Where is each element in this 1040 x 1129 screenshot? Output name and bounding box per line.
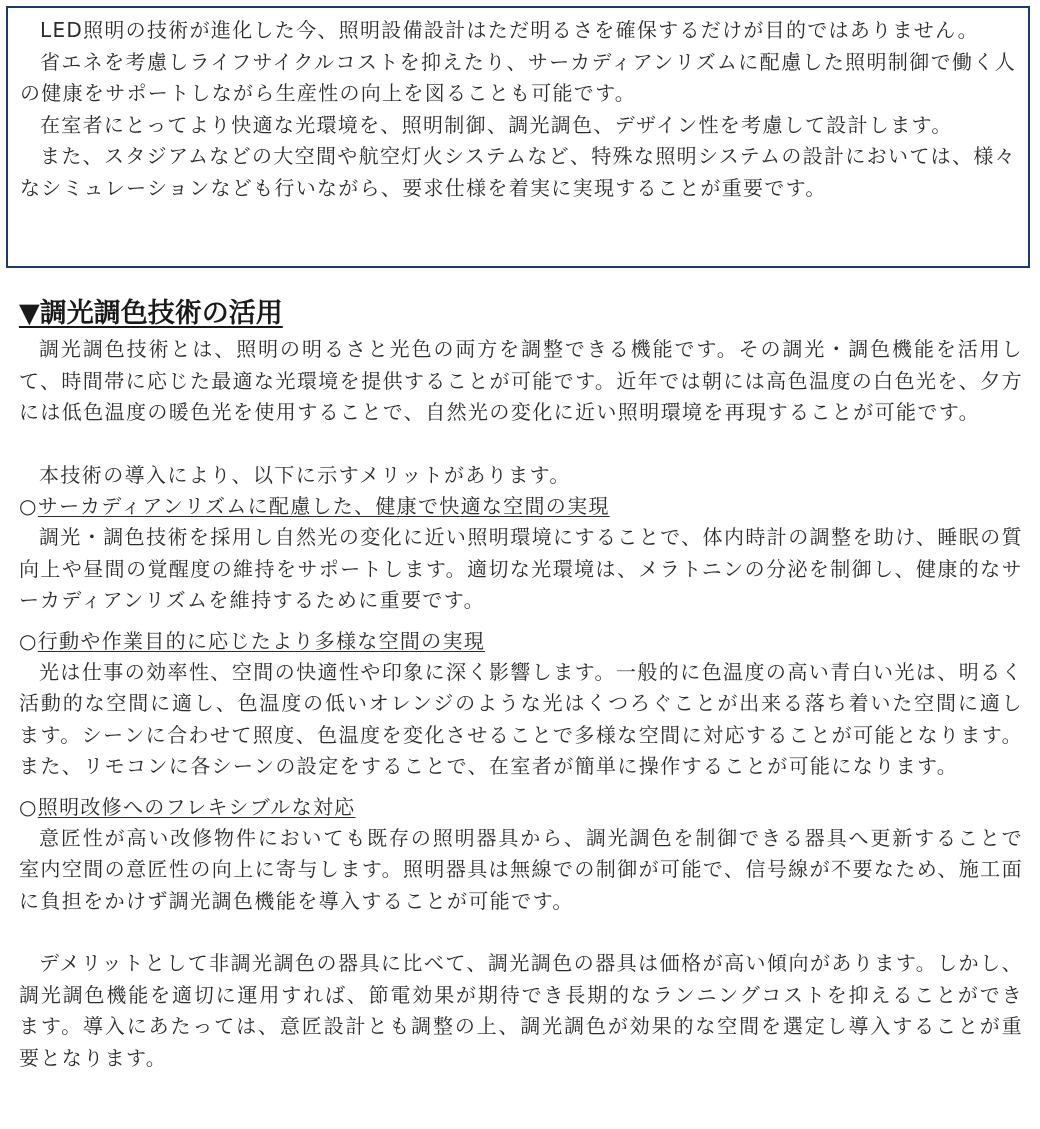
merit-body: 意匠性が高い改修物件においても既存の照明器具から、調光調色を制御できる器具へ更新することで室内空間の意匠性の向上に寄与します。照明器具は無線での制御が可能で、信号線が不要なため、施工面に負担をかけず調光調色機能を導入することが可能です。	[19, 825, 1023, 913]
merit-title: サーカディアンリズムに配慮した、健康で快適な空間の実現	[37, 494, 610, 518]
intro-paragraph-comfort: 在室者にとってより快適な光環境を、照明制御、調光調色、デザイン性を考慮して設計します。	[40, 112, 953, 137]
section-heading: ▼調光調色技術の活用	[19, 298, 283, 329]
intro-paragraph-special-systems: また、スタジアムなどの大空間や航空灯火システムなど、特殊な照明システムの設計においては、様々なシミュレーションなども行いながら、要求仕様を着実に実現することが重要です。	[20, 144, 1016, 200]
merits-intro: 本技術の導入により、以下に示すメリットがあります。	[39, 462, 571, 487]
intro-paragraph-led: LED照明の技術が進化した今、照明設備設計はただ明るさを確保するだけが目的ではありません。	[40, 18, 979, 42]
merit-item-circadian	[19, 491, 1023, 617]
intro-paragraph-energy-saving: 省エネを考慮しライフサイクルコストを抑えたり、サーカディアンリズムに配慮した照明制御で働く人の健康をサポートしながら生産性の向上を図ることも可能です。	[20, 49, 1016, 105]
main-content	[19, 294, 1023, 1074]
merit-body: 調光・調色技術を採用し自然光の変化に近い照明環境にすることで、体内時計の調整を助け、睡眠の質向上や昼間の覚醒度の維持をサポートします。適切な光環境は、メラトニンの分泌を制御し、健康的なサーカディアンリズムを維持するために重要です。	[19, 525, 1023, 612]
spacer	[19, 617, 1023, 626]
merit-item-renovation	[19, 792, 1023, 918]
merit-item-diverse-space	[19, 626, 1023, 783]
spacer	[19, 783, 1023, 792]
merit-heading	[19, 491, 1023, 522]
merit-heading	[19, 792, 1023, 823]
merit-title: 照明改修へのフレキシブルな対応	[37, 794, 356, 819]
spacer	[19, 917, 1023, 948]
section-description: 調光調色技術とは、照明の明るさと光色の両方を調整できる機能です。その調光・調色機能を活用して、時間帯に応じた最適な光環境を提供することが可能です。近年では朝には高色温度の白色光を、夕方には低色温度の暖色光を使用することで、自然光の変化に近い照明環境を再現することが可能です。	[19, 337, 1023, 424]
merit-title: 行動や作業目的に応じたより多様な空間の実現	[37, 628, 486, 653]
circle-marker-icon: ○	[19, 628, 38, 653]
merit-body: 光は仕事の効率性、空間の快適性や印象に深く影響します。一般的に色温度の高い青白い光は、明るく活動的な空間に適し、色温度の低いオレンジのような光はくつろぐことが出来る落ち着いた空間に適します。シーンに合わせて照度、色温度を変化させることで多様な空間に対応することが可能となります。また、リモコンに各シーンの設定をすることで、在室者が簡単に操作することが可能になります。	[19, 659, 1023, 778]
merit-heading	[19, 626, 1023, 657]
demerit-paragraph: デメリットとして非調光調色の器具に比べて、調光調色の器具は価格が高い傾向があります。しかし、調光調色機能を適切に運用すれば、節電効果が期待でき長期的なランニングコストを抑えることができます。導入にあたっては、意匠設計とも調整の上、調光調色が効果的な空間を選定し導入することが重要となります。	[19, 951, 1023, 1070]
intro-box	[6, 6, 1030, 268]
circle-marker-icon: ○	[19, 494, 38, 518]
circle-marker-icon: ○	[19, 794, 38, 819]
spacer	[19, 429, 1023, 460]
